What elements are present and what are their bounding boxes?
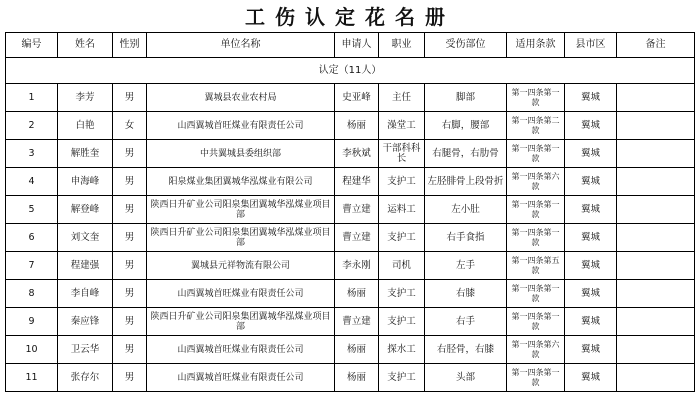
injury-site: 右手 <box>425 308 507 336</box>
injury-site: 头部 <box>425 364 507 392</box>
person-name: 李自峰 <box>58 280 113 308</box>
record-number: 10 <box>6 336 58 364</box>
occupation-cell: 司机 <box>379 252 425 280</box>
employer-name: 陕西日升矿业公司阳泉集团翼城华泓煤业项目部 <box>147 224 335 252</box>
injury-site: 右膝 <box>425 280 507 308</box>
county-cell: 翼城 <box>565 84 617 112</box>
table-row <box>6 196 695 224</box>
header-cell: 受伤部位 <box>425 33 507 58</box>
employer-name: 陕西日升矿业公司阳泉集团翼城华泓煤业项目部 <box>147 308 335 336</box>
sex-cell: 男 <box>113 280 147 308</box>
employer-name: 山西翼城首旺煤业有限责任公司 <box>147 280 335 308</box>
applicable-clause: 第一四条第六款 <box>507 336 565 364</box>
remarks-cell <box>617 252 695 280</box>
employer-name: 山西翼城首旺煤业有限责任公司 <box>147 112 335 140</box>
applicable-clause: 第一四条第一款 <box>507 308 565 336</box>
county-cell: 翼城 <box>565 196 617 224</box>
person-name: 刘文奎 <box>58 224 113 252</box>
remarks-cell <box>617 196 695 224</box>
occupation-cell: 干部科科长 <box>379 140 425 168</box>
record-number: 7 <box>6 252 58 280</box>
applicant-name: 杨丽 <box>335 336 379 364</box>
header-cell: 姓名 <box>58 33 113 58</box>
applicant-name: 曹立建 <box>335 224 379 252</box>
occupation-cell: 运料工 <box>379 196 425 224</box>
sex-cell: 男 <box>113 224 147 252</box>
injury-site: 脚部 <box>425 84 507 112</box>
employer-name: 翼城县农业农村局 <box>147 84 335 112</box>
record-number: 11 <box>6 364 58 392</box>
employer-name: 山西翼城首旺煤业有限责任公司 <box>147 336 335 364</box>
county-cell: 翼城 <box>565 280 617 308</box>
person-name: 李芳 <box>58 84 113 112</box>
header-cell: 备注 <box>617 33 695 58</box>
remarks-cell <box>617 280 695 308</box>
record-number: 4 <box>6 168 58 196</box>
applicant-name: 杨丽 <box>335 112 379 140</box>
table-row <box>6 336 695 364</box>
applicable-clause: 第一四条第一款 <box>507 224 565 252</box>
header-cell: 职业 <box>379 33 425 58</box>
applicable-clause: 第一四条第五款 <box>507 252 565 280</box>
table-row <box>6 252 695 280</box>
header-cell: 编号 <box>6 33 58 58</box>
county-cell: 翼城 <box>565 224 617 252</box>
applicable-clause: 第一四条第二款 <box>507 112 565 140</box>
sex-cell: 男 <box>113 336 147 364</box>
table-row <box>6 112 695 140</box>
remarks-cell <box>617 168 695 196</box>
county-cell: 翼城 <box>565 336 617 364</box>
person-name: 白艳 <box>58 112 113 140</box>
injury-site: 左小肚 <box>425 196 507 224</box>
occupation-cell: 主任 <box>379 84 425 112</box>
table-header-row <box>6 33 695 58</box>
applicable-clause: 第一四条第一款 <box>507 84 565 112</box>
sex-cell: 男 <box>113 168 147 196</box>
injury-site: 左胫腓骨上段骨折 <box>425 168 507 196</box>
injury-site: 右腿骨，右肋骨 <box>425 140 507 168</box>
header-cell: 适用条款 <box>507 33 565 58</box>
table-row <box>6 140 695 168</box>
record-number: 1 <box>6 84 58 112</box>
applicable-clause: 第一四条第一款 <box>507 140 565 168</box>
person-name: 卫云华 <box>58 336 113 364</box>
applicable-clause: 第一四条第一款 <box>507 364 565 392</box>
section-label: 认定（11人） <box>6 58 695 84</box>
sex-cell: 女 <box>113 112 147 140</box>
applicant-name: 曹立建 <box>335 196 379 224</box>
occupation-cell: 支护工 <box>379 224 425 252</box>
occupation-cell: 支护工 <box>379 168 425 196</box>
applicant-name: 程建华 <box>335 168 379 196</box>
record-number: 6 <box>6 224 58 252</box>
remarks-cell <box>617 224 695 252</box>
county-cell: 翼城 <box>565 168 617 196</box>
applicant-name: 曹立建 <box>335 308 379 336</box>
sex-cell: 男 <box>113 196 147 224</box>
header-cell: 单位名称 <box>147 33 335 58</box>
header-cell: 性别 <box>113 33 147 58</box>
sex-cell: 男 <box>113 252 147 280</box>
applicable-clause: 第一四条第一款 <box>507 196 565 224</box>
remarks-cell <box>617 336 695 364</box>
injury-roster-table <box>5 32 695 392</box>
sex-cell: 男 <box>113 308 147 336</box>
table-row <box>6 364 695 392</box>
person-name: 程建强 <box>58 252 113 280</box>
record-number: 9 <box>6 308 58 336</box>
person-name: 申海峰 <box>58 168 113 196</box>
remarks-cell <box>617 140 695 168</box>
sex-cell: 男 <box>113 364 147 392</box>
injury-site: 右手食指 <box>425 224 507 252</box>
injury-site: 左手 <box>425 252 507 280</box>
record-number: 3 <box>6 140 58 168</box>
sex-cell: 男 <box>113 84 147 112</box>
section-row <box>6 58 695 84</box>
record-number: 8 <box>6 280 58 308</box>
occupation-cell: 支护工 <box>379 364 425 392</box>
applicant-name: 李秋斌 <box>335 140 379 168</box>
sex-cell: 男 <box>113 140 147 168</box>
applicant-name: 杨丽 <box>335 364 379 392</box>
person-name: 解登峰 <box>58 196 113 224</box>
person-name: 秦应锋 <box>58 308 113 336</box>
employer-name: 阳泉煤业集团翼城华泓煤业有限公司 <box>147 168 335 196</box>
person-name: 解胜奎 <box>58 140 113 168</box>
occupation-cell: 澡堂工 <box>379 112 425 140</box>
table-row <box>6 308 695 336</box>
remarks-cell <box>617 84 695 112</box>
occupation-cell: 支护工 <box>379 280 425 308</box>
employer-name: 山西翼城首旺煤业有限责任公司 <box>147 364 335 392</box>
person-name: 张存尔 <box>58 364 113 392</box>
table-row <box>6 280 695 308</box>
applicant-name: 史亚峰 <box>335 84 379 112</box>
header-cell: 县市区 <box>565 33 617 58</box>
table-row <box>6 84 695 112</box>
document-title: 工伤认定花名册 <box>245 5 455 29</box>
injury-site: 右脚，腰部 <box>425 112 507 140</box>
employer-name: 中共翼城县委组织部 <box>147 140 335 168</box>
occupation-cell: 探水工 <box>379 336 425 364</box>
occupation-cell: 支护工 <box>379 308 425 336</box>
record-number: 5 <box>6 196 58 224</box>
county-cell: 翼城 <box>565 140 617 168</box>
applicable-clause: 第一四条第一款 <box>507 280 565 308</box>
county-cell: 翼城 <box>565 308 617 336</box>
applicant-name: 杨丽 <box>335 280 379 308</box>
applicable-clause: 第一四条第六款 <box>507 168 565 196</box>
employer-name: 翼城县元祥物流有限公司 <box>147 252 335 280</box>
county-cell: 翼城 <box>565 112 617 140</box>
remarks-cell <box>617 112 695 140</box>
remarks-cell <box>617 308 695 336</box>
header-cell: 申请人 <box>335 33 379 58</box>
table-row <box>6 224 695 252</box>
county-cell: 翼城 <box>565 364 617 392</box>
county-cell: 翼城 <box>565 252 617 280</box>
applicant-name: 李永刚 <box>335 252 379 280</box>
record-number: 2 <box>6 112 58 140</box>
injury-site: 右胫骨，右膝 <box>425 336 507 364</box>
remarks-cell <box>617 364 695 392</box>
employer-name: 陕西日升矿业公司阳泉集团翼城华泓煤业项目部 <box>147 196 335 224</box>
table-row <box>6 168 695 196</box>
